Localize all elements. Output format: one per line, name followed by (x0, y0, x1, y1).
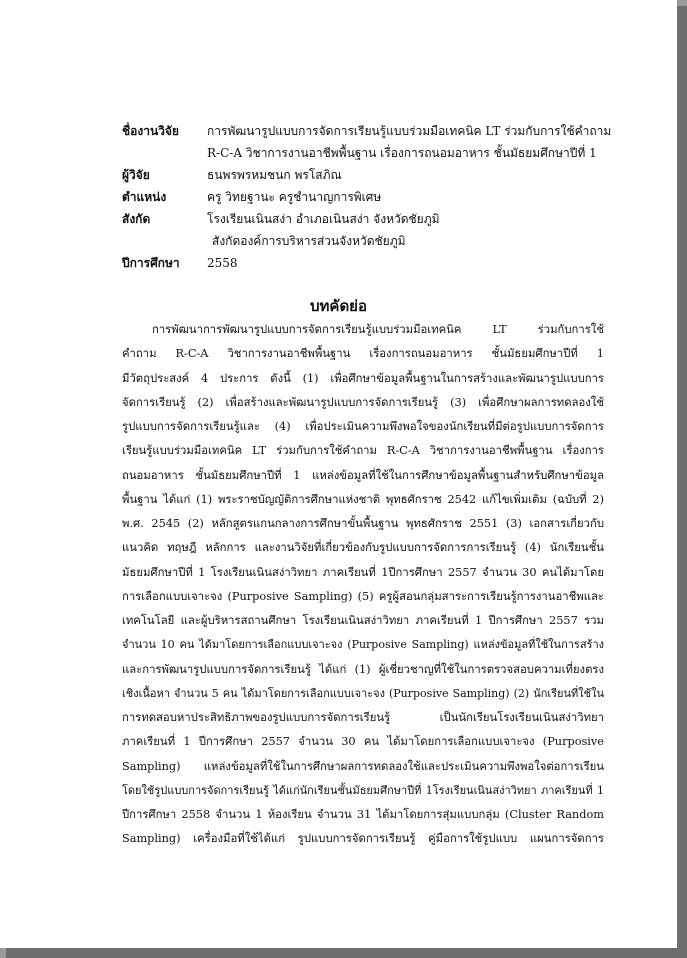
abstract-line: รูปแบบการจัดการเรียนรู้และ (4) เพื่อประเมินความพึงพอใจของนักเรียนที่มีต่อรูปแบบการจัดการ (122, 420, 604, 433)
position-value: ครู วิทยฐานะ ครูชำนาญการพิเศษ (207, 190, 382, 204)
abstract-line: Sampling) แหล่งข้อมูลที่ใช้ในการศึกษาผลการทดลองใช้และประเมินความพึงพอใจต่อการเรียน (122, 759, 604, 773)
abstract-line: โดยใช้รูปแบบการจัดการเรียนรู้ ได้แก่นักเรียนชั้นมัธยมศึกษาปีที่ 1โรงเรียนเนินสง่าวิทยา ภาคเรียนที่ 1 (122, 783, 604, 797)
abstract-line: เทคโนโลยี และผู้บริหารสถานศึกษา โรงเรียนเนินสง่าวิทยา ภาคเรียนที่ 1 ปีการศึกษา 2557 รวม (122, 614, 604, 627)
affiliation-value-line2: สังกัดองค์การบริหารส่วนจังหวัดชัยภูมิ (212, 234, 406, 248)
abstract-line: Sampling) เครื่องมือที่ใช้ได้แก่ รูปแบบการจัดการเรียนรู้ คู่มือการใช้รูปแบบ แผนการจัดการ (122, 832, 604, 846)
abstract-line: แนวคิด ทฤษฎี หลักการ และงานวิจัยที่เกี่ยวข้องกับรูปแบบการจัดการการเรียนรู้ (4) นักเรียนชั้น (122, 541, 604, 555)
title-row (122, 120, 612, 142)
researcher-value: ธนพรพรหมชนก พรโสภิณ (207, 168, 342, 182)
abstract-line: เรียนรู้แบบร่วมมือเทคนิค LT ร่วมกับการใช้คำถาม R-C-A วิชาการงานอาชีพพื้นฐาน เรื่องการ (122, 444, 604, 458)
year-value: 2558 (207, 256, 238, 270)
page-shadow-right (677, 6, 687, 958)
abstract-line: การเลือกแบบเจาะจง (Purposive Sampling) (5) ครูผู้สอนกลุ่มสาระการเรียนรู้การงานอาชีพและ (122, 589, 604, 603)
abstract-line: พื้นฐาน ได้แก่ (1) พระราชบัญญัติการศึกษาแห่งชาติ พุทธศักราช 2542 แก้ไขเพิ่มเติม (ฉบับที่ 2) (122, 492, 604, 506)
abstract-line: และการพัฒนารูปแบบการจัดการเรียนรู้ ได้แก่ (1) ผู้เชี่ยวชาญที่ใช้ในการตรวจสอบความเที่ยงตรง (122, 662, 604, 676)
title-value-line2: R-C-A วิชาการงานอาชีพพื้นฐาน เรื่องการถนอมอาหาร ชั้นมัธยมศึกษาปีที่ 1 (207, 146, 597, 160)
abstract-line: เชิงเนื้อหา จำนวน 5 คน ได้มาโดยการเลือกแบบเจาะจง (Purposive Sampling) (2) นักเรียนที่ใช้ใน (122, 686, 604, 700)
page-shadow-bottom (6, 948, 687, 958)
abstract-body (122, 318, 604, 852)
research-info-block (122, 120, 612, 274)
abstract-line: จำนวน 10 คน ได้มาโดยการเลือกแบบเจาะจง (Purposive Sampling) แหล่งข้อมูลที่ใช้ในการสร้าง (122, 638, 604, 652)
abstract-line: ถนอมอาหาร ชั้นมัธยมศึกษาปีที่ 1 แหล่งข้อมูลที่ใช้ในการศึกษาข้อมูลพื้นฐานสำหรับศึกษาข้อมูล (122, 468, 604, 482)
year-row (122, 252, 612, 274)
affiliation-label: สังกัด (122, 212, 151, 226)
abstract-line: พ.ศ. 2545 (2) หลักสูตรแกนกลางการศึกษาขั้นพื้นฐาน พุทธศักราช 2551 (3) เอกสารเกี่ยวกับ (122, 517, 604, 530)
abstract-line: มัธยมศึกษาปีที่ 1 โรงเรียนเนินสง่าวิทยา ภาคเรียนที่ 1ปีการศึกษา 2557 จำนวน 30 คนได้มาโดย (122, 565, 604, 579)
researcher-row (122, 164, 612, 186)
abstract-line: คำถาม R-C-A วิชาการงานอาชีพพื้นฐาน เรื่องการถนอมอาหาร ชั้นมัธยมศึกษาปีที่ 1 (122, 347, 604, 361)
abstract-line: ปีการศึกษา 2558 จำนวน 1 ห้องเรียน จำนวน 31 ได้มาโดยการสุ่มแบบกลุ่ม (Cluster Random (122, 808, 604, 821)
abstract-line: การพัฒนาการพัฒนารูปแบบการจัดการเรียนรู้แบบร่วมมือเทคนิค LT ร่วมกับการใช้ (152, 323, 604, 336)
abstract-line: การทดสอบหาประสิทธิภาพของรูปแบบการจัดการเรียนรู้ เป็นนักเรียนโรงเรียนเนินสง่าวิทยา (122, 711, 604, 724)
year-label: ปีการศึกษา (122, 256, 180, 270)
abstract-line: มีวัตถุประสงค์ 4 ประการ ดังนี้ (1) เพื่อศึกษาข้อมูลพื้นฐานในการสร้างและพัฒนารูปแบบการ (122, 371, 604, 385)
title-label: ชื่องานวิจัย (122, 124, 179, 138)
affiliation-row (122, 208, 612, 230)
abstract-line: ภาคเรียนที่ 1 ปีการศึกษา 2557 จำนวน 30 คน ได้มาโดยการเลือกแบบเจาะจง (Purposive (122, 735, 604, 749)
title-value-line1: การพัฒนารูปแบบการจัดการเรียนรู้แบบร่วมมือเทคนิค LT ร่วมกับการใช้คำถาม (207, 124, 612, 138)
abstract-line: จัดการเรียนรู้ (2) เพื่อสร้างและพัฒนารูปแบบการจัดการเรียนรู้ (3) เพื่อศึกษาผลการทดลองใช้ (122, 395, 604, 409)
position-row (122, 186, 612, 208)
abstract-heading: บทคัดย่อ (310, 297, 367, 315)
affiliation-value-line1: โรงเรียนเนินสง่า อำเภอเนินสง่า จังหวัดชัยภูมิ (207, 212, 440, 226)
researcher-label: ผู้วิจัย (122, 168, 150, 182)
position-label: ตำแหน่ง (122, 190, 167, 204)
